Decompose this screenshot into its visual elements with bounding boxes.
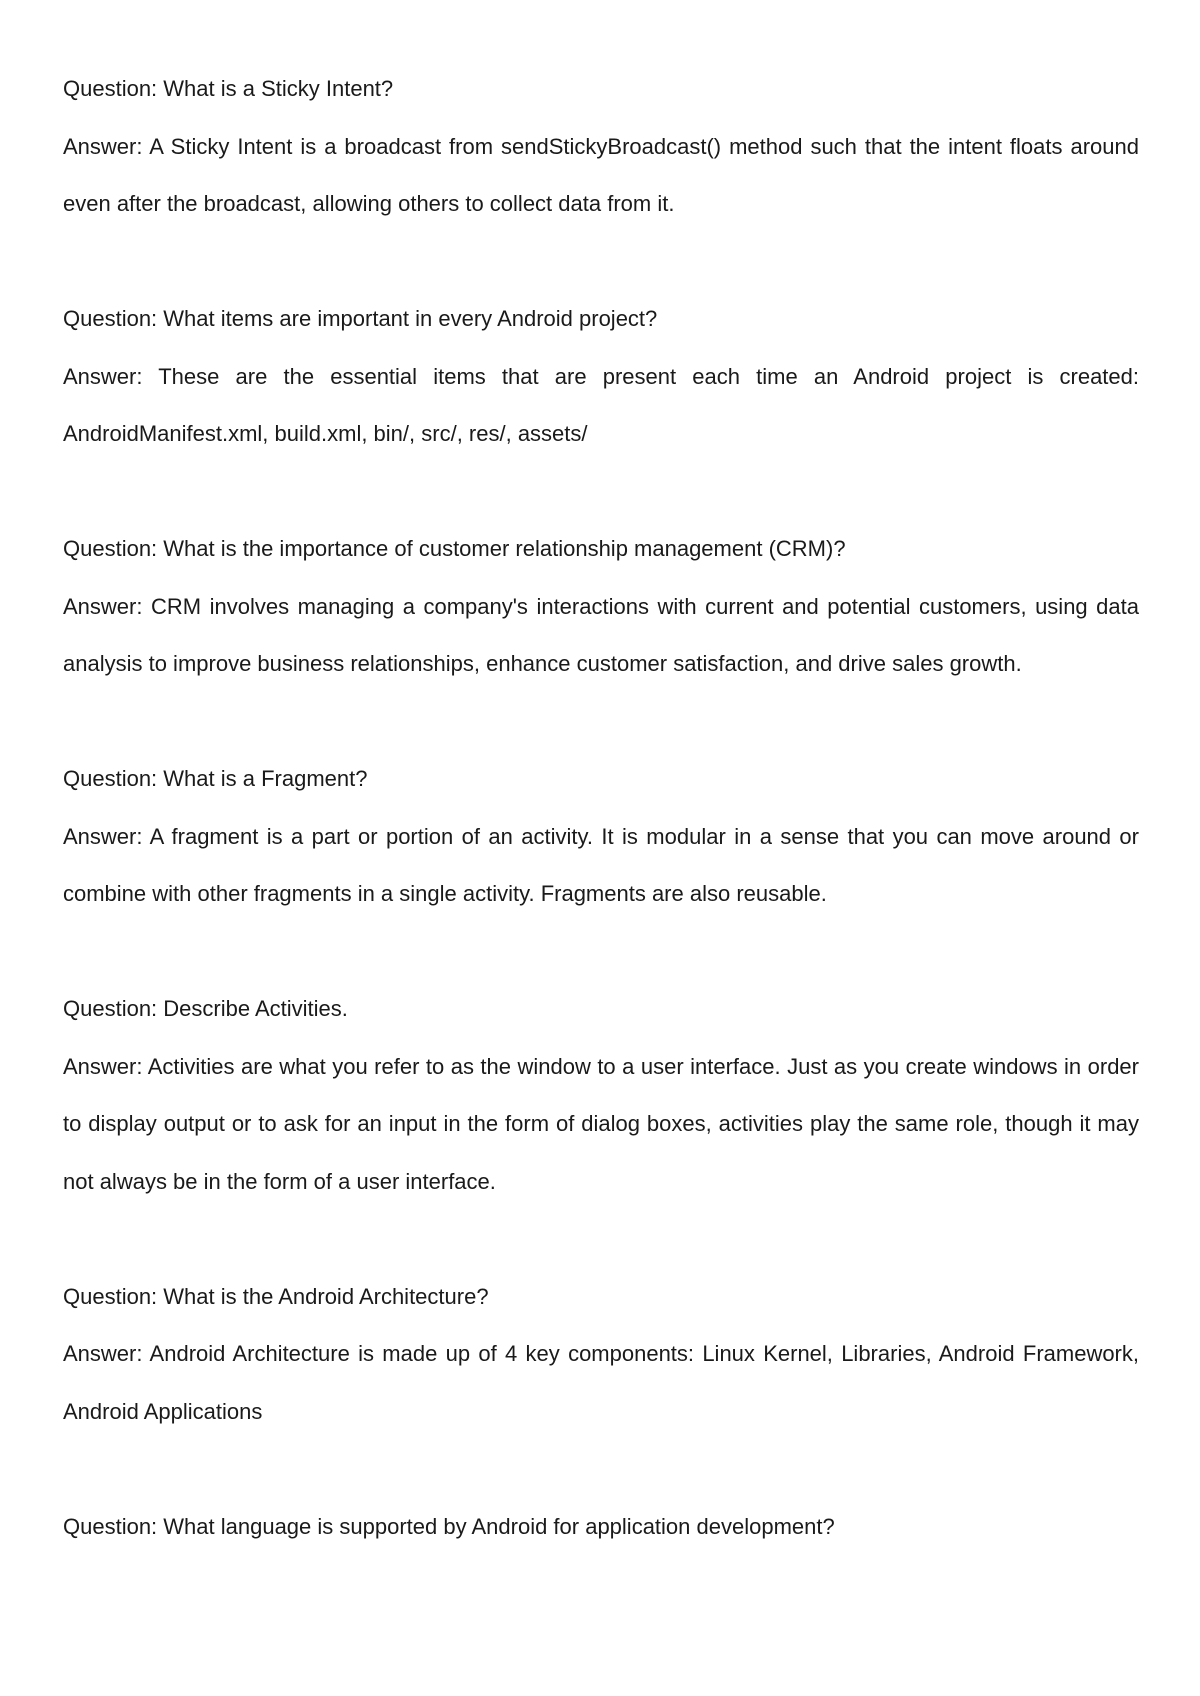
answer-text: Answer: CRM involves managing a company's interactions with current and potential customers, using data analysis to improve business relationships, enhance customer satisfaction, and drive sales growth. — [63, 593, 1139, 676]
question-text: Question: What language is supported by Android for application development? — [63, 1513, 835, 1539]
qa-item-supported-language — [63, 1498, 1139, 1556]
qa-item-activities — [63, 980, 1139, 1210]
answer-text: Answer: A Sticky Intent is a broadcast from sendStickyBroadcast() method such that the intent floats around even after the broadcast, allowing others to collect data from it. — [63, 133, 1139, 216]
document-body — [63, 60, 1139, 1613]
qa-item-fragment — [63, 750, 1139, 923]
question-text: Question: Describe Activities. — [63, 996, 348, 1021]
qa-item-sticky-intent — [63, 60, 1139, 233]
question-text: Question: What is the importance of customer relationship management (CRM)? — [63, 536, 846, 561]
answer-text: Answer: A fragment is a part or portion of an activity. It is modular in a sense that you can move around or combine with other fragments in a single activity. Fragments are also reusable. — [63, 823, 1139, 906]
question-text: Question: What is the Android Architecture? — [63, 1283, 489, 1309]
answer-text: Answer: Android Architecture is made up of 4 key components: Linux Kernel, Libraries, Android Framework, Android Applications — [63, 1341, 1139, 1424]
question-text: Question: What items are important in every Android project? — [63, 306, 658, 331]
qa-item-android-project-items — [63, 290, 1139, 463]
answer-text: Answer: Activities are what you refer to as the window to a user interface. Just as you create windows in order to display output or to ask for an input in the form of dialog boxes, activities play the same role, though it may not always be in the form of a user interface. — [63, 1053, 1139, 1194]
qa-item-android-architecture — [63, 1268, 1139, 1441]
question-text: Question: What is a Fragment? — [63, 766, 368, 791]
qa-item-crm — [63, 520, 1139, 693]
answer-text: Answer: These are the essential items that are present each time an Android project is created: AndroidManifest.xml, build.xml, bin/, src/, res/, assets/ — [63, 363, 1139, 446]
question-text: Question: What is a Sticky Intent? — [63, 76, 394, 101]
